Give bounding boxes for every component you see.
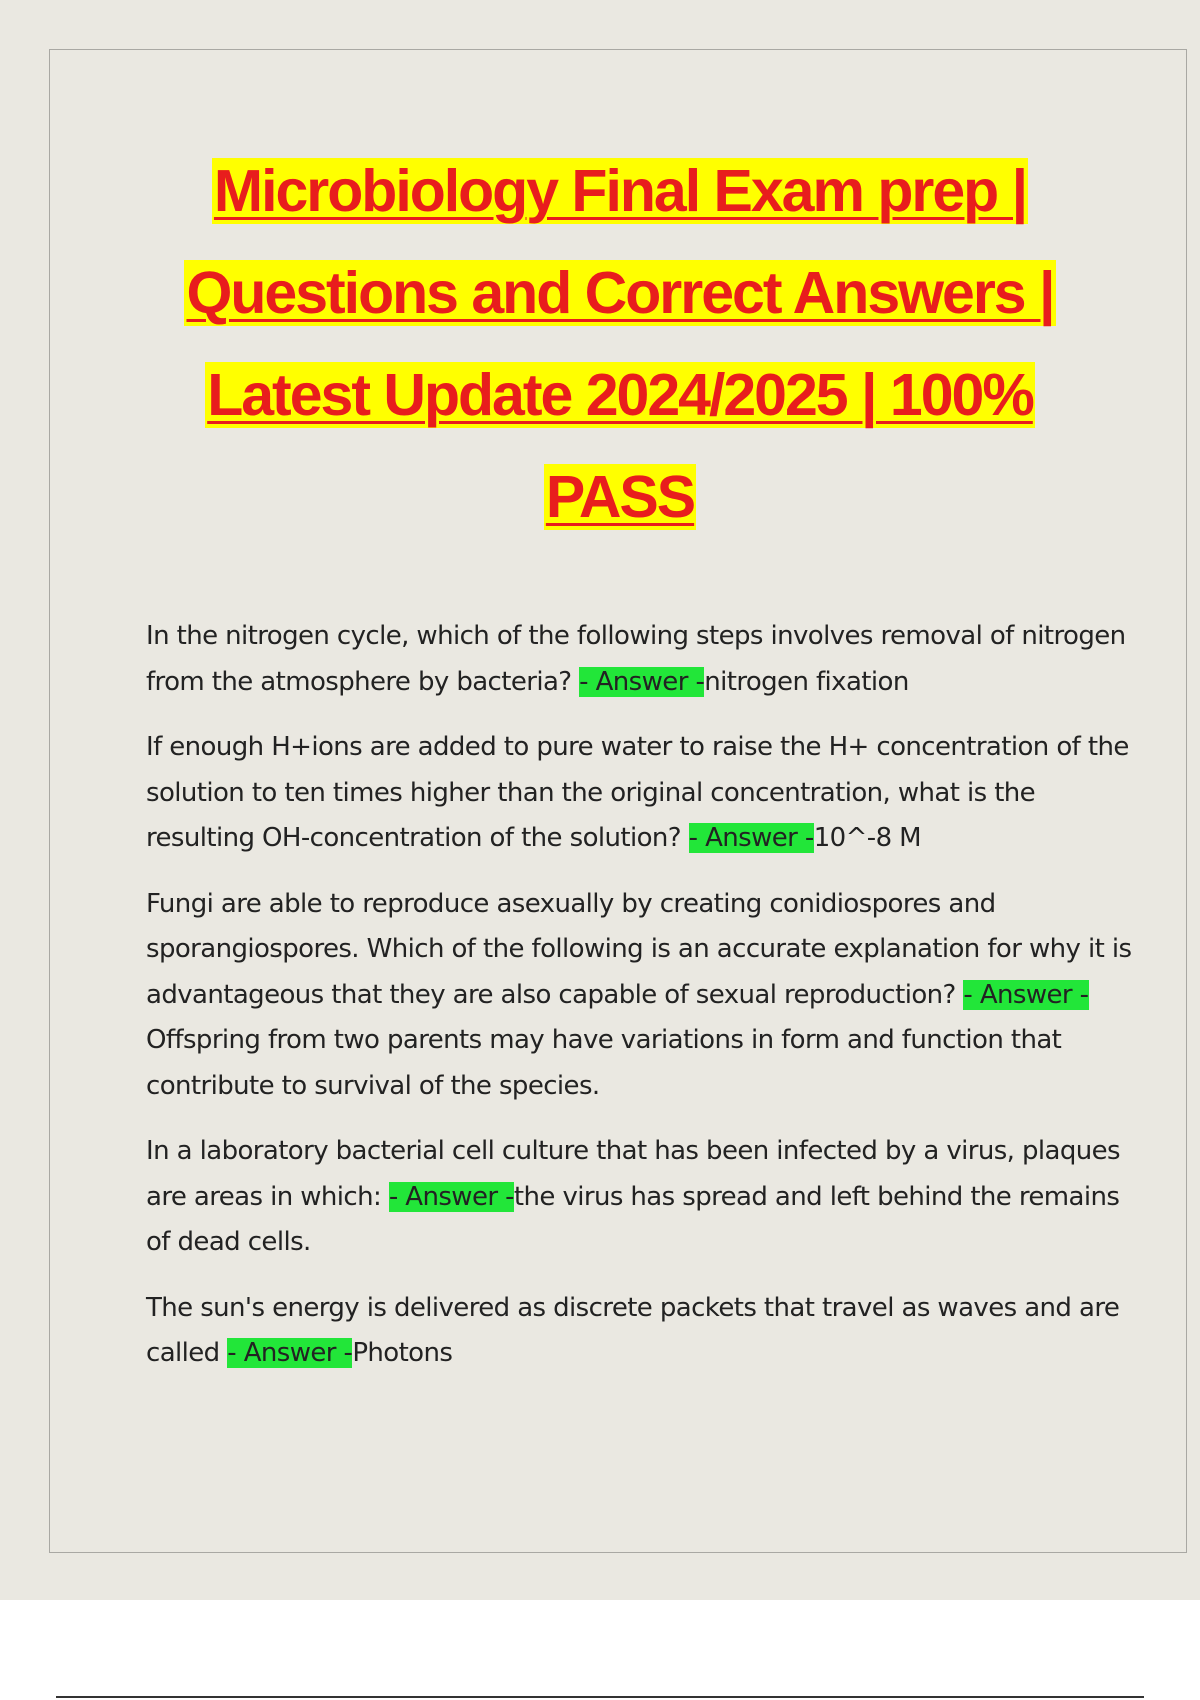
question-text: If enough H+ions are added to pure water to raise the H+ concentration of the solution to ten times higher than the original concentration, what is the resulting OH-concentration of the solution? (146, 732, 1129, 853)
answer-label: - Answer - (227, 1338, 353, 1368)
qa-item-3 (146, 882, 1146, 1110)
title-line-4 (100, 446, 1140, 548)
document-title (100, 140, 1140, 548)
qa-item-2 (146, 725, 1146, 862)
qa-item-5 (146, 1286, 1146, 1377)
answer-text: 10^-8 M (813, 823, 922, 853)
title-line-2-text: Questions and Correct Answers | (186, 260, 1054, 326)
title-line-2 (100, 242, 1140, 344)
answer-text: the virus has spread and left behind the remains of dead cells. (146, 1181, 1120, 1257)
answer-label: - Answer - (688, 823, 814, 853)
answer-label: - Answer - (963, 979, 1090, 1010)
answer-label: - Answer - (388, 1181, 514, 1212)
title-line-3 (100, 344, 1140, 446)
qa-list (146, 614, 1146, 1397)
answer-label: - Answer - (579, 666, 705, 697)
title-line-1 (100, 140, 1140, 242)
answer-text: nitrogen fixation (704, 666, 909, 697)
question-text: In a laboratory bacterial cell culture that has been infected by a virus, plaques are areas in which: (146, 1136, 1120, 1212)
question-text: Fungi are able to reproduce asexually by creating conidiospores and sporangiospores. Which of the following is an accurate explanation for why it is advantageous that they are also capable of sexual reproduction? (146, 888, 1132, 1010)
title-line-4-text: PASS (545, 464, 695, 530)
answer-text: Photons (352, 1338, 453, 1368)
page-bottom-rule (56, 1696, 1144, 1698)
answer-text: Offspring from two parents may have variations in form and function that contribute to survival of the species. (146, 1025, 1062, 1101)
qa-item-1 (146, 614, 1146, 705)
question-text: In the nitrogen cycle, which of the following steps involves removal of nitrogen from the atmosphere by bacteria? (146, 621, 1126, 697)
title-line-1-text: Microbiology Final Exam prep | (213, 158, 1027, 224)
title-line-3-text: Latest Update 2024/2025 | 100% (207, 362, 1033, 428)
question-text: The sun's energy is delivered as discrete packets that travel as waves and are called (146, 1292, 1120, 1368)
qa-item-4 (146, 1129, 1146, 1266)
